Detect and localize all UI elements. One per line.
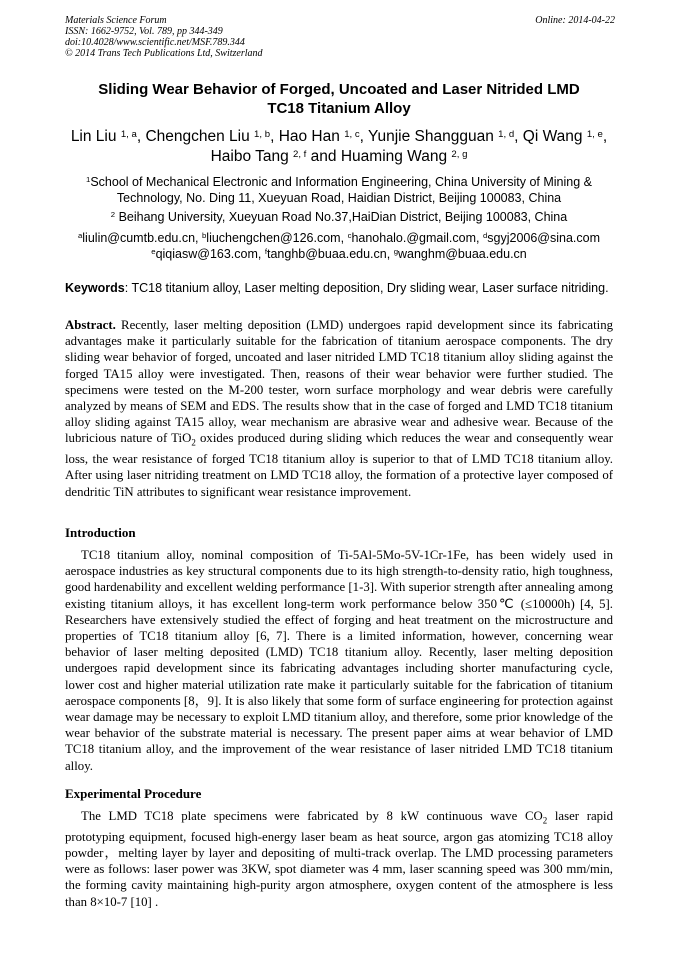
- email: $^a$liulin@cumtb.edu.cn,: [77, 231, 202, 245]
- affiliation-2: $^2$ Beihang University, Xueyuan Road No.37,HaiDian District, Beijing 100083, China: [110, 210, 568, 224]
- author: Yunjie Shangguan $^{1, d}$,: [368, 128, 523, 145]
- author: Hao Han $^{1, c}$,: [278, 128, 368, 145]
- experimental-paragraph: The LMD TC18 plate specimens were fabricated by 8 kW continuous wave $CO_2$ laser rapid prototyping equipment, focused high-energy laser beam as heat source, argon gas atomizing TC18 alloy powder，melting layer by layer and depositing of multi-track overlap. The LMD processing parameters were as follows: laser power was 3KW, spot diameter was 4 mm, laser scanning speed was 300 mm/min, the forming cavity maintaining high-purity argon atmosphere, oxygen content of the atmosphere is less than 8×10-7 [10] .: [65, 809, 613, 909]
- keywords: [65, 280, 625, 296]
- introduction-paragraph: TC18 titanium alloy, nominal composition of Ti-5Al-5Mo-5V-1Cr-1Fe, has been widely used in aerospace industries as key structural components due to its high strength-to-density ratio, high toughness, good hardenability and excellent welding performance [1-3]. With superior strength after annealing among existing titanium alloys, it has excellent long-term work performance below 350℃ (≤10000h) [4, 5]. Researchers have extensively studied the effect of forging and heat treatment on the microstructure and properties of TC18 titanium alloy [6, 7]. There is a limited information, however, concerning wear behavior of laser melting deposited (LMD) TC18 titanium alloy. Recently, laser melting deposition undergoes rapid development since its fabricating advantages including shorter manufacturing cycle, lower cost and higher material utilization rate make it particularly suitable for the fabrication of titanium aerospace components [8，9]. It is also likely that some form of surface engineering for protection against wear damage may be necessary to exploit LMD titanium alloy, and therefore, some prior knowledge of the wear behavior of the substrate material is necessary. The present paper aims at wear behavior of LMD TC18 titanium alloy, and the improvement of the wear resistance of laser nitrided LMD TC18 titanium alloy.: [65, 548, 613, 773]
- keywords-label: Keywords: [65, 281, 125, 295]
- email: $^g$wanghm@buaa.edu.cn: [393, 247, 527, 261]
- keywords-text: : TC18 titanium alloy, Laser melting deposition, Dry sliding wear, Laser surface nitriding.: [124, 281, 609, 295]
- email: $^d$sgyj2006@sina.com: [482, 231, 601, 245]
- doi-line: doi:10.4028/www.scientific.net/MSF.789.344: [65, 37, 245, 48]
- abstract: Abstract. Recently, laser melting deposition (LMD) undergoes rapid development since its fabricating advantages make it particularly suitable for the fabrication of titanium aerospace components. The dry sliding wear behavior of forged, uncoated and laser nitrided LMD TC18 titanium alloy sliding against the forged TA15 alloy were investigated. Then, reasons of their wear behavior were further studied. The specimens were tested on the M-200 tester, worn surface morphology and wear debris were carefully analyzed by means of SEM and EDS. The results show that in the case of forged and LMD TC18 titanium alloy sliding against TA15 alloy, wear mechanism are abrasive wear and adhesive wear. Because of the lubricious nature of TiO$_2$ oxides produced during sliding which reduces the wear and consequently wear loss, the wear resistance of forged TC18 titanium alloy is superior to that of LMD TC18 titanium alloy. After using laser nitriding treatment on LMD TC18 alloy, the formation of a protective layer composed of dendritic TiN attributes to significant wear resistance improvement.: [65, 318, 613, 499]
- title-line-1: Sliding Wear Behavior of Forged, Uncoated and Laser Nitrided LMD: [98, 81, 580, 98]
- experimental-heading: Experimental Procedure: [65, 786, 202, 801]
- introduction-heading: Introduction: [65, 525, 136, 540]
- email: $^f$tanghb@buaa.edu.cn,: [264, 247, 394, 261]
- author: Huaming Wang $^{2, g}$: [340, 148, 468, 165]
- affiliation-1: $^1$School of Mechanical Electronic and Information Engineering, China University of Mining & Technology, No. Ding 11, Xueyuan Road, Haidian District, Beijing 100083, China: [86, 175, 592, 205]
- issn-line: ISSN: 1662-9752, Vol. 789, pp 344-349: [65, 26, 223, 37]
- email: $^e$qiqiasw@163.com,: [151, 247, 265, 261]
- email: $^b$liuchengchen@126.com,: [201, 231, 348, 245]
- author-list: [55, 127, 623, 167]
- author: Qi Wang $^{1, e}$,: [522, 128, 608, 145]
- copyright-line: © 2014 Trans Tech Publications Ltd, Switzerland: [65, 48, 263, 59]
- email-list: [60, 230, 618, 262]
- author: Haibo Tang $^{2, f}$ and: [210, 148, 341, 165]
- author: Chengchen Liu $^{1, b}$,: [145, 128, 279, 145]
- email: $^c$hanohalo.@gmail.com,: [347, 231, 483, 245]
- abstract-label: Abstract.: [65, 318, 116, 332]
- title-line-2: TC18 Titanium Alloy: [267, 100, 411, 117]
- journal-name: Materials Science Forum: [65, 15, 167, 26]
- online-date: Online: 2014-04-22: [535, 15, 615, 26]
- paper-title: [65, 80, 613, 118]
- journal-header: [65, 15, 263, 59]
- author: Lin Liu $^{1, a}$,: [70, 128, 146, 145]
